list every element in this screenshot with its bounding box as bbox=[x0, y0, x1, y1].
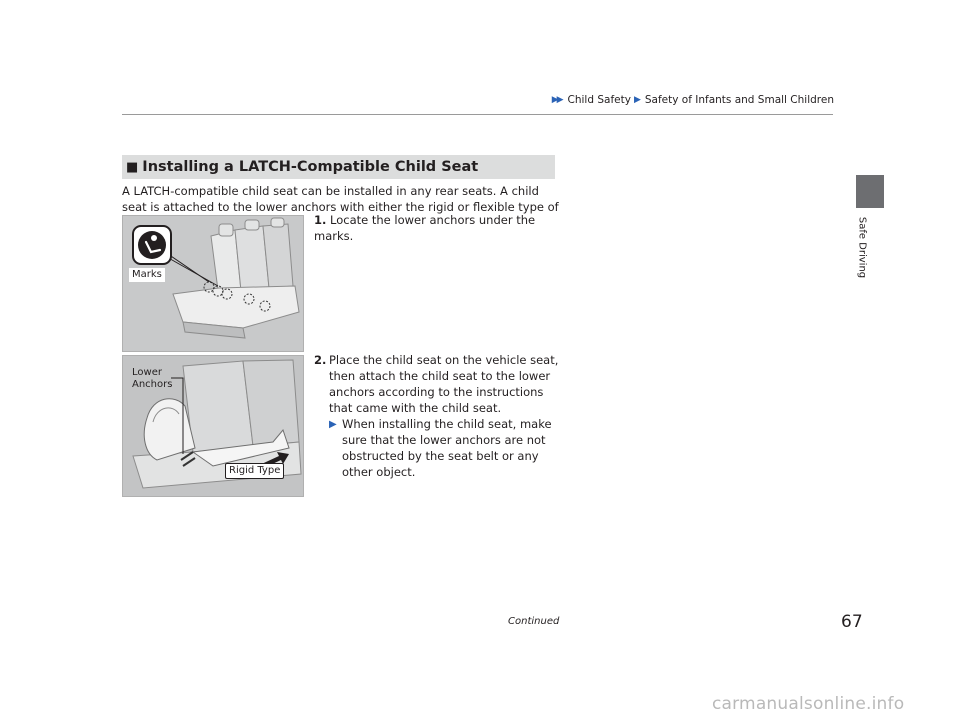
section-title: Installing a LATCH-Compatible Child Seat bbox=[142, 159, 479, 175]
marks-label: Marks bbox=[129, 268, 165, 282]
arrow-icon: ▶ bbox=[633, 95, 641, 105]
step-2 bbox=[314, 352, 559, 480]
note-arrow-icon: ▶ bbox=[329, 419, 337, 430]
section-heading bbox=[122, 155, 555, 179]
step-note bbox=[314, 416, 559, 480]
watermark: carmanualsonline.info bbox=[712, 694, 905, 714]
breadcrumb bbox=[552, 94, 834, 106]
lower-anchors-label bbox=[129, 366, 175, 392]
breadcrumb-item-child-safety[interactable]: Child Safety bbox=[567, 94, 631, 106]
lower-anchors-label-line1: Lower bbox=[132, 367, 162, 378]
square-bullet-icon: ■ bbox=[126, 159, 139, 175]
header-rule bbox=[122, 114, 833, 115]
page-number: 67 bbox=[841, 612, 863, 632]
breadcrumb-item-safety-infants[interactable]: Safety of Infants and Small Children bbox=[644, 94, 834, 106]
double-arrow-icon: ▶▶ bbox=[551, 95, 562, 105]
chapter-tab[interactable] bbox=[856, 175, 884, 208]
chapter-tab-label: Safe Driving bbox=[856, 216, 868, 279]
step-1 bbox=[314, 212, 564, 244]
step-number: 2. bbox=[314, 353, 327, 367]
step-text: Locate the lower anchors under the marks. bbox=[314, 213, 536, 243]
lower-anchors-label-line2: Anchors bbox=[132, 379, 173, 390]
lower-anchors-figure bbox=[122, 355, 304, 497]
step-text: Place the child seat on the vehicle seat, then attach the child seat to the lower anchors according to the instructions that came with the child seat. bbox=[329, 353, 559, 415]
rear-seat-marks-figure bbox=[122, 215, 304, 352]
chapter-tab-label-wrap bbox=[852, 212, 872, 292]
intro-paragraph: A LATCH-compatible child seat can be installed in any rear seats. A child seat is attached to the lower anchors with either the rigid or flexible type of bbox=[122, 184, 559, 214]
rear-seat-illustration bbox=[123, 216, 303, 351]
step-number: 1. bbox=[314, 213, 327, 227]
continued-label: Continued bbox=[508, 616, 560, 627]
note-text: When installing the child seat, make sure that the lower anchors are not obstructed by the seat belt or any other object. bbox=[342, 417, 552, 479]
rigid-type-label: Rigid Type bbox=[225, 463, 284, 479]
